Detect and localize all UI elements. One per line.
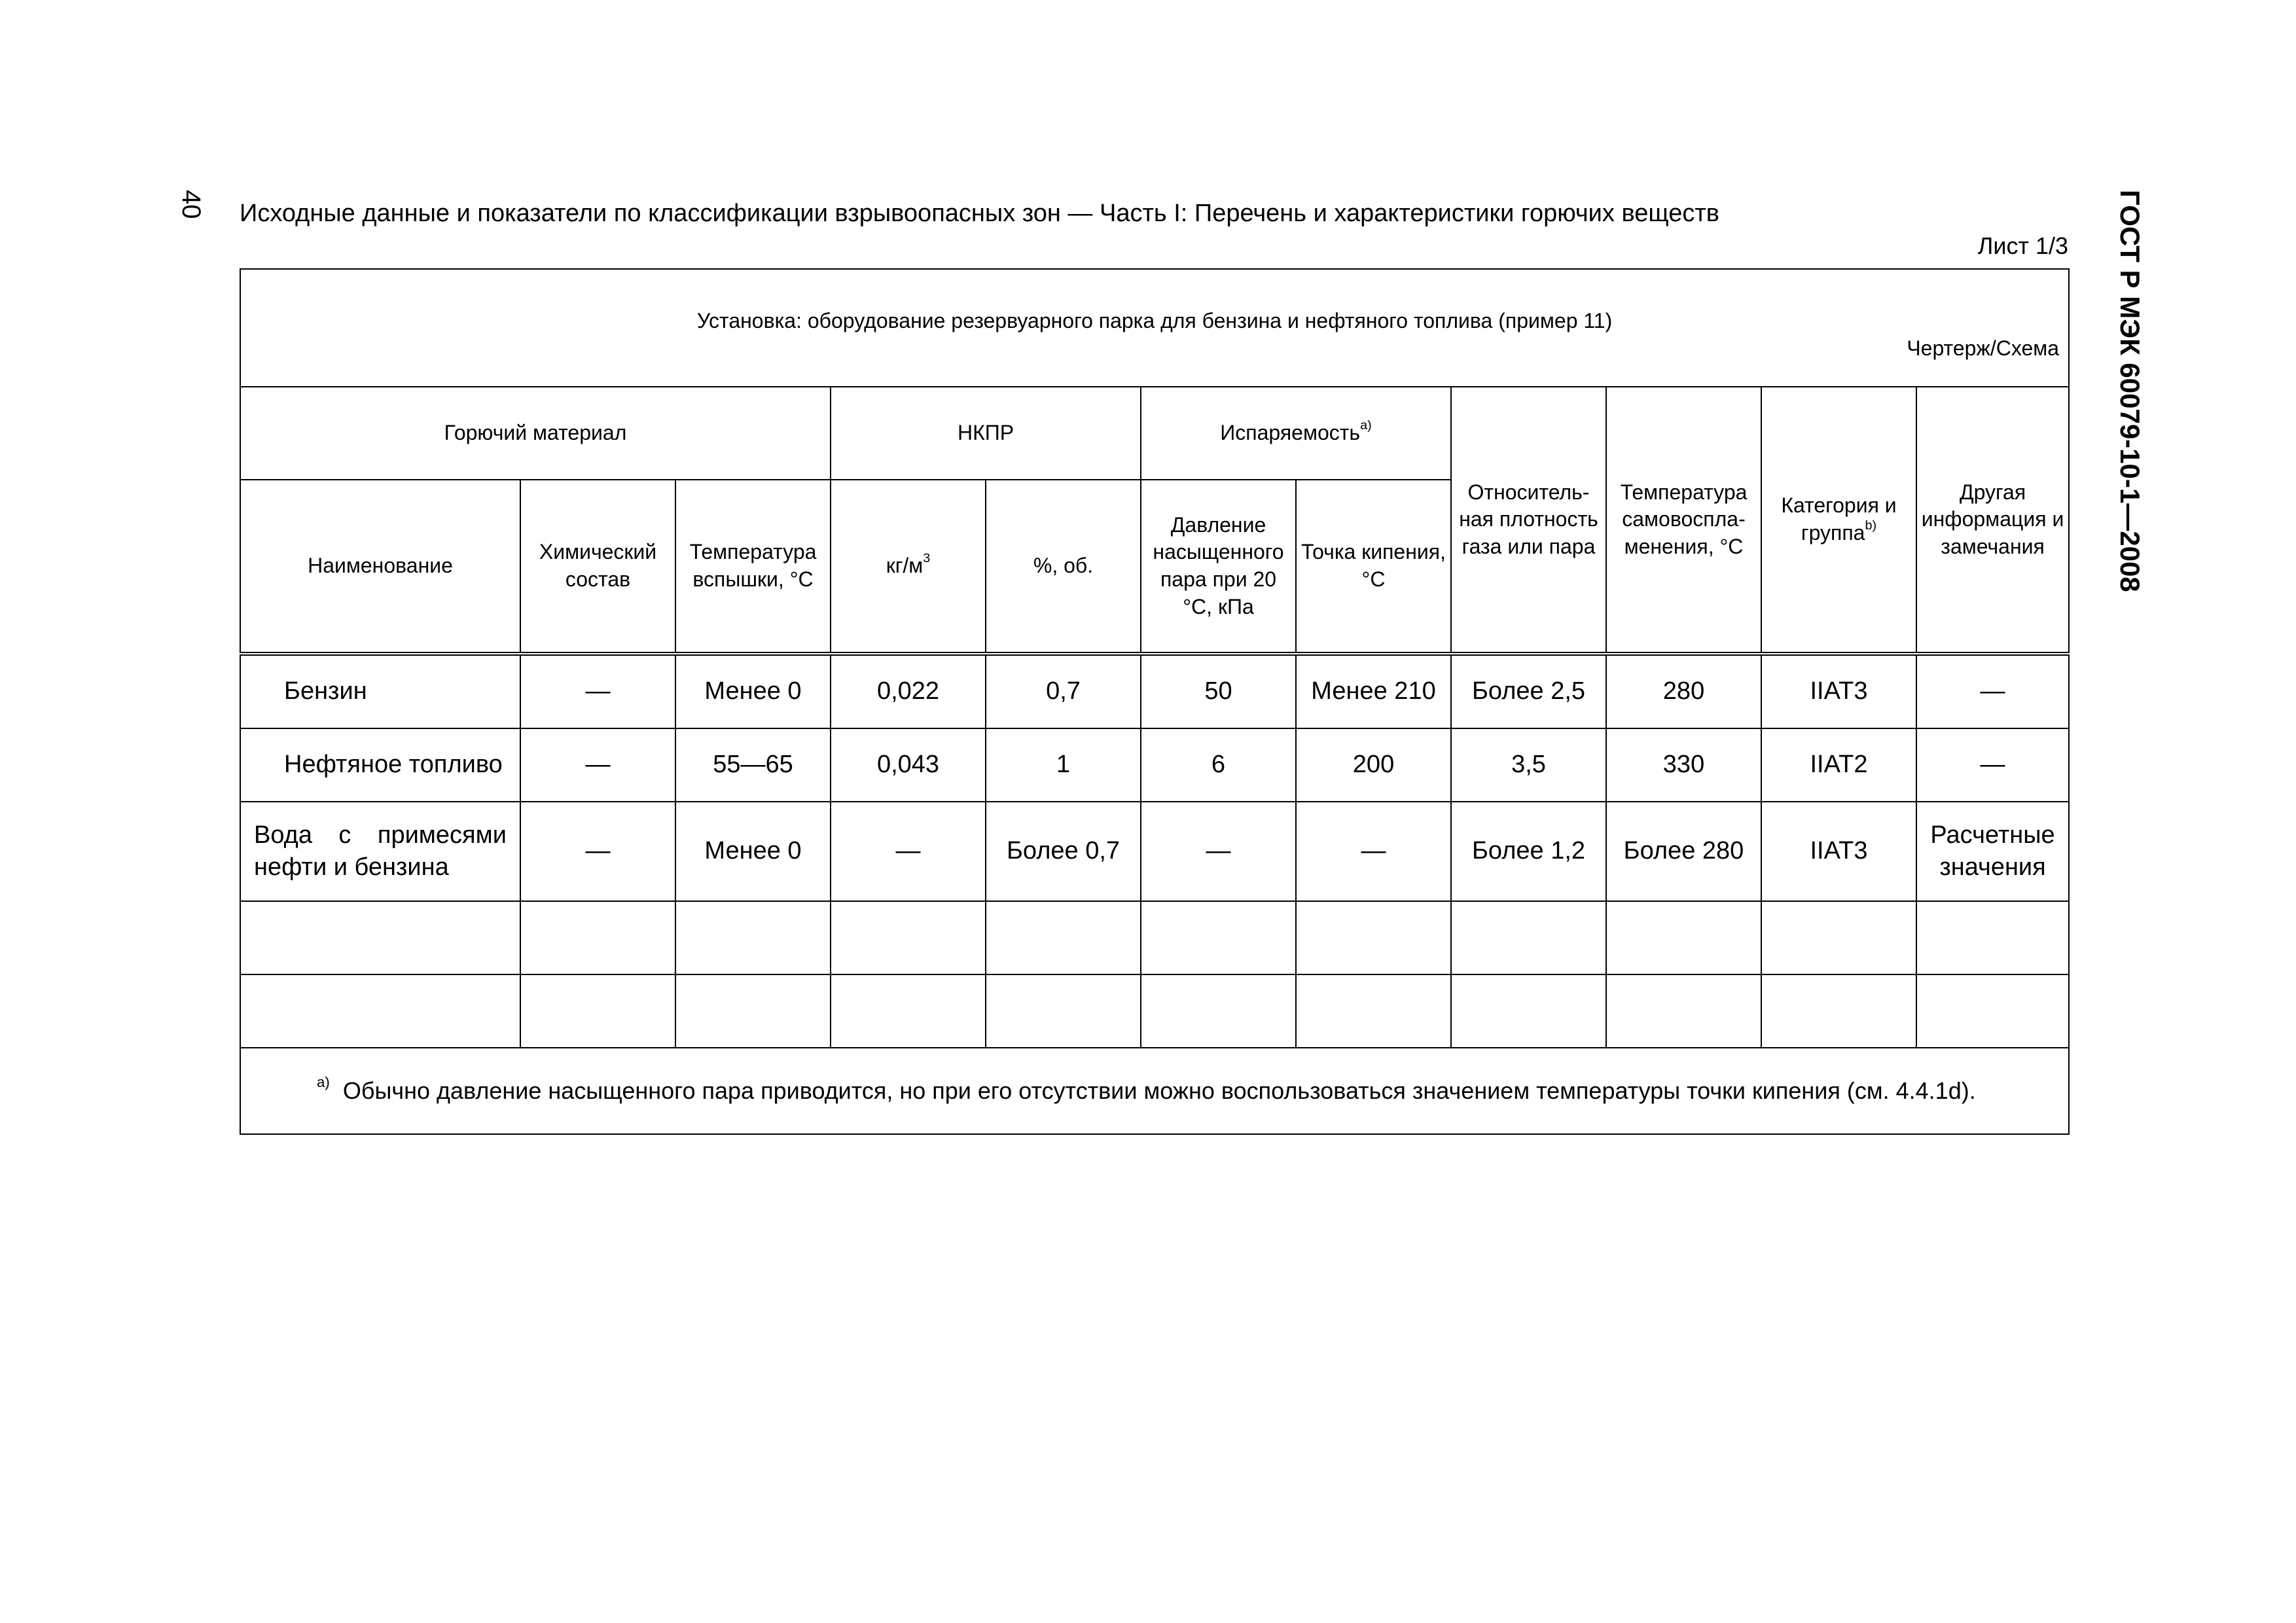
cell-vapor-pressure: 50 (1141, 654, 1296, 728)
cell-category: IIAT3 (1761, 802, 1916, 901)
group-header-material: Горючий материал (240, 387, 831, 480)
cell-flash-point: Менее 0 (675, 802, 831, 901)
group-header-lel: НКПР (831, 387, 1141, 480)
cell-lel-kg: — (831, 802, 986, 901)
cell-density: 3,5 (1451, 728, 1606, 802)
empty-cell (1451, 901, 1606, 974)
header-category (1761, 387, 1916, 654)
cell-other: — (1916, 654, 2069, 728)
empty-cell (831, 901, 986, 974)
header-flash-point: Температура вспышки, °С (675, 480, 831, 654)
header-other: Другая информация и замечания (1916, 387, 2069, 654)
cell-density: Более 1,2 (1451, 802, 1606, 901)
cell-vapor-pressure: — (1141, 802, 1296, 901)
empty-cell (1916, 974, 2069, 1048)
empty-cell (986, 901, 1141, 974)
empty-cell (520, 974, 675, 1048)
empty-cell (1451, 974, 1606, 1048)
cell-category: IIAT3 (1761, 654, 1916, 728)
empty-cell (240, 901, 520, 974)
group-header-volatility (1141, 387, 1451, 480)
cell-lel-kg: 0,022 (831, 654, 986, 728)
category-label: Категория и группа (1781, 493, 1897, 544)
standard-code: ГОСТ Р МЭК 60079-10-1—2008 (2115, 190, 2145, 592)
cell-name: Вода с примесями нефти и бензина (240, 802, 520, 901)
table-row (240, 654, 2069, 728)
header-density: Относитель-ная плотность газа или пара (1451, 387, 1606, 654)
cell-lel-pct: 0,7 (986, 654, 1141, 728)
footnote-text: Обычно давление насыщенного пара приводится, но при его отсутствии можно воспользоваться значением температуры точки кипения (см. 4.4.1d). (342, 1077, 1976, 1104)
empty-cell (240, 974, 520, 1048)
empty-cell (1761, 901, 1916, 974)
lel-kg-exponent: 3 (923, 551, 931, 566)
header-lel-pct: %, об. (986, 480, 1141, 654)
cell-composition: — (520, 802, 675, 901)
empty-cell (1606, 974, 1761, 1048)
cell-density: Более 2,5 (1451, 654, 1606, 728)
category-footnote-ref: b) (1865, 518, 1877, 533)
empty-cell (675, 901, 831, 974)
empty-cell (1296, 901, 1451, 974)
table-row (240, 802, 2069, 901)
cell-flash-point: 55—65 (675, 728, 831, 802)
empty-cell (1916, 901, 2069, 974)
header-boiling-point: Точка кипения, °С (1296, 480, 1451, 654)
header-composition: Химический состав (520, 480, 675, 654)
cell-vapor-pressure: 6 (1141, 728, 1296, 802)
cell-category: IIAT2 (1761, 728, 1916, 802)
cell-lel-pct: Более 0,7 (986, 802, 1141, 901)
header-lel-kg (831, 480, 986, 654)
empty-cell (831, 974, 986, 1048)
header-vapor-pressure: Давление насыщенного пара при 20 °С, кПа (1141, 480, 1296, 654)
cell-boiling-point: Менее 210 (1296, 654, 1451, 728)
cell-other: — (1916, 728, 2069, 802)
cell-composition: — (520, 728, 675, 802)
header-name: Наименование (240, 480, 520, 654)
empty-row (240, 974, 2069, 1048)
volatility-footnote-ref: а) (1360, 418, 1372, 433)
empty-cell (1606, 901, 1761, 974)
installation-cell (240, 269, 2069, 387)
empty-cell (1296, 974, 1451, 1048)
footnote-cell (240, 1048, 2069, 1134)
cell-boiling-point: — (1296, 802, 1451, 901)
cell-boiling-point: 200 (1296, 728, 1451, 802)
lel-kg-label: кг/м (886, 554, 924, 578)
empty-row (240, 901, 2069, 974)
cell-name: Нефтяное топливо (240, 728, 520, 802)
empty-cell (1761, 974, 1916, 1048)
sheet-number: Лист 1/3 (1977, 232, 2068, 259)
cell-ignition-temp: 330 (1606, 728, 1761, 802)
cell-flash-point: Менее 0 (675, 654, 831, 728)
table-row (240, 728, 2069, 802)
document-heading: Исходные данные и показатели по классификации взрывоопасных зон — Часть I: Перечень и характеристики горючих веществ (240, 200, 1719, 227)
page-number: 40 (177, 190, 206, 219)
empty-cell (986, 974, 1141, 1048)
empty-cell (1141, 901, 1296, 974)
cell-lel-kg: 0,043 (831, 728, 986, 802)
footnote-mark: а) (317, 1073, 330, 1090)
empty-cell (1141, 974, 1296, 1048)
volatility-label: Испаряемость (1220, 421, 1361, 445)
cell-other: Расчетные значения (1916, 802, 2069, 901)
substances-table (240, 268, 2070, 1135)
empty-cell (675, 974, 831, 1048)
cell-ignition-temp: 280 (1606, 654, 1761, 728)
empty-cell (520, 901, 675, 974)
cell-lel-pct: 1 (986, 728, 1141, 802)
drawing-label: Чертерж/Схема (1907, 336, 2060, 360)
cell-name: Бензин (240, 654, 520, 728)
header-ignition-temp: Температура самовоспла-менения, °С (1606, 387, 1761, 654)
installation-label: Установка: оборудование резервуарного парка для бензина и нефтяного топлива (пример 11) (696, 309, 1613, 332)
cell-ignition-temp: Более 280 (1606, 802, 1761, 901)
cell-composition: — (520, 654, 675, 728)
